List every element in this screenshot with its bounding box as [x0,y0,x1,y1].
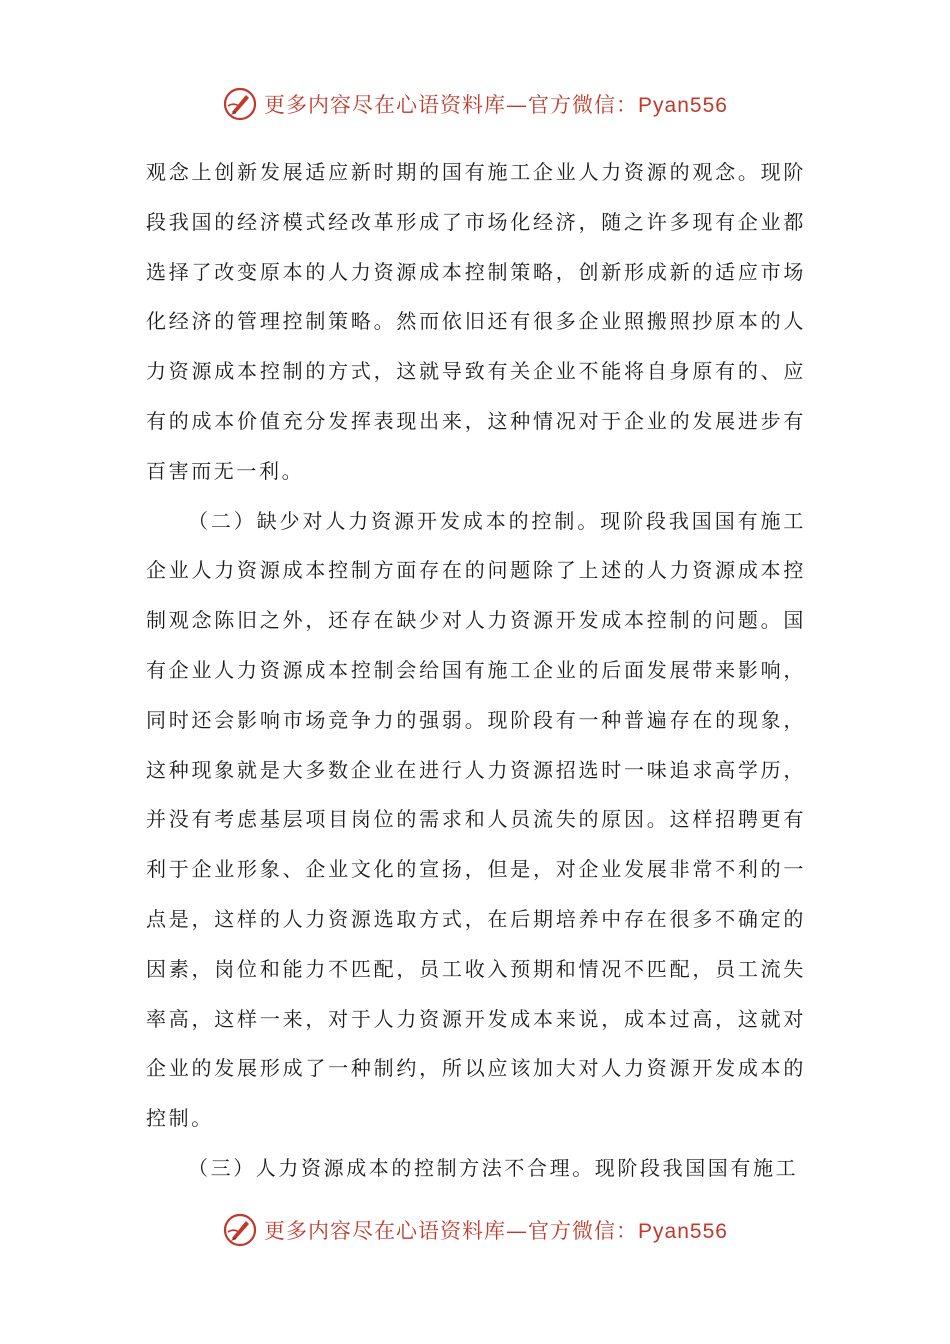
banner-text: 更多内容尽在心语资料库—官方微信：Pyan556 [264,93,728,117]
header-banner [0,84,950,124]
paragraph-2: （二）缺少对人力资源开发成本的控制。现阶段我国国有施工企业人力资源成本控制方面存在的问题除了上述的人力资源成本控制观念陈旧之外，还存在缺少对人力资源开发成本控制的问题。国有企业人力资源成本控制会给国有施工企业的后面发展带来影响，同时还会影响市场竞争力的强弱。现阶段有一种普遍存在的现象，这种现象就是大多数企业在进行人力资源招选时一味追求高学历，并没有考虑基层项目岗位的需求和人员流失的原因。这样招聘更有利于企业形象、企业文化的宣扬，但是，对企业发展非常不利的一点是，这样的人力资源选取方式，在后期培养中存在很多不确定的因素，岗位和能力不匹配，员工收入预期和情况不匹配，员工流失率高，这样一来，对于人力资源开发成本来说，成本过高，这就对企业的发展形成了一种制约，所以应该加大对人力资源开发成本的控制。 [146,508,806,1131]
quill-pen-logo-icon [222,1212,258,1248]
paragraph-3: （三）人力资源成本的控制方法不合理。现阶段我国国有施工 [188,1155,799,1180]
footer-banner [0,1210,950,1250]
wechat-id: Pyan556 [638,1220,728,1243]
document-body [146,148,806,1194]
banner-text: 更多内容尽在心语资料库—官方微信：Pyan556 [264,1219,728,1243]
quill-pen-logo-icon [222,86,258,122]
paragraph-1: 观念上创新发展适应新时期的国有施工企业人力资源的观念。现阶段我国的经济模式经改革形成了市场化经济，随之许多现有企业都选择了改变原本的人力资源成本控制策略，创新形成新的适应市场化经济的管理控制策略。然而依旧还有很多企业照搬照抄原本的人力资源成本控制的方式，这就导致有关企业不能将自身原有的、应有的成本价值充分发挥表现出来，这种情况对于企业的发展进步有百害而无一利。 [146,160,806,483]
wechat-id: Pyan556 [638,94,728,117]
